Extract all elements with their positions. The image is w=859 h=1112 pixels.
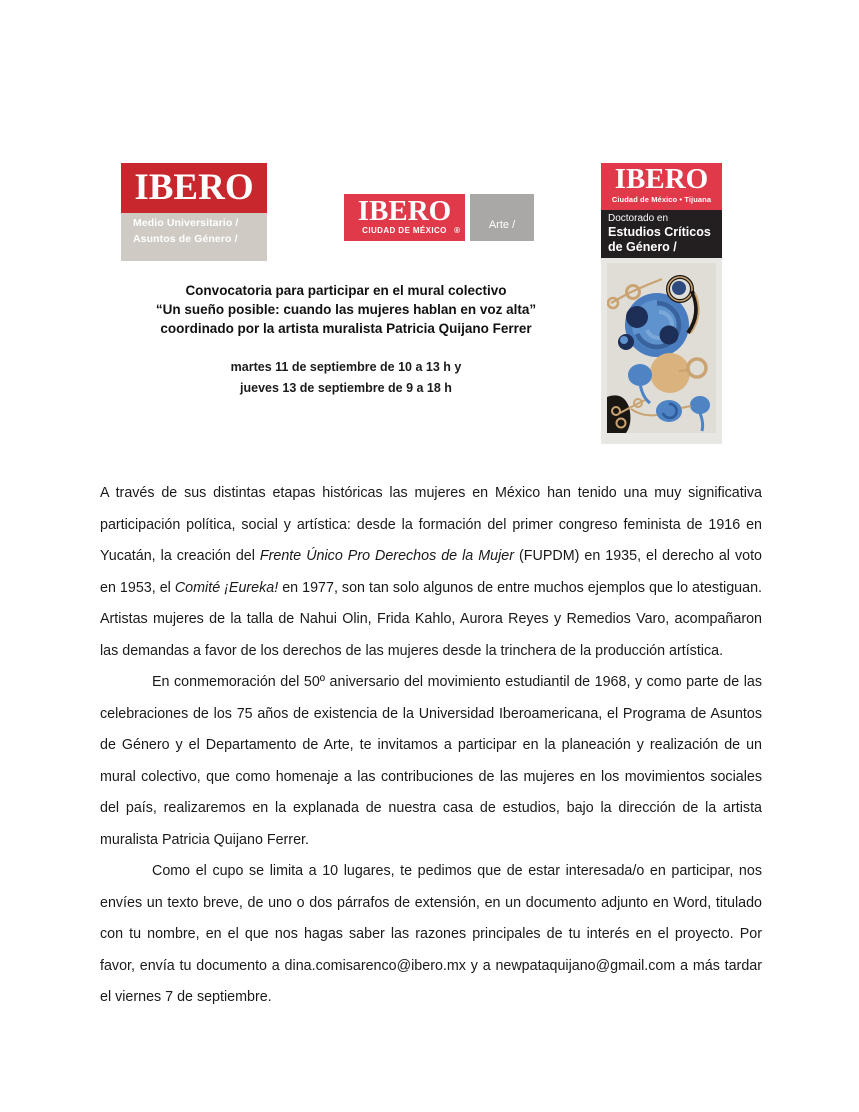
logo-brand-text: IBERO — [614, 163, 709, 195]
artwork-svg — [607, 263, 716, 433]
logo-doctorado-estudios-criticos-genero — [601, 163, 722, 444]
page-title-line2: “Un sueño posible: cuando las mujeres hablan en voz alta” — [155, 302, 537, 317]
logo-brand-text: IBERO — [134, 167, 254, 208]
paragraph-3: Como el cupo se limita a 10 lugares, te pedimos que de estar interesada/o en participar, nos envíes un texto breve, de uno o dos párrafos de extensión, en un documento adjunto en Word, titulado con tu nombre, en el que nos hagas saber las razones principales de tu interés en el proyecto. Por favor, envía tu documento a dina.comisarenco@ibero.mx y a newpataquijano@gmail.com a más tardar el viernes 7 de septiembre. — [100, 863, 762, 1005]
logo-ibero-cdmx — [344, 194, 465, 241]
logo-subtitle: CIUDAD DE MÉXICO — [362, 226, 447, 235]
artwork-thumbnail — [607, 263, 716, 433]
logo-program-name — [608, 225, 720, 254]
event-date-line1: martes 11 de septiembre de 10 a 13 h y — [230, 360, 462, 374]
paragraph-1-part-b: (FUPDM) en 1935, el derecho al voto en 1953, el — [100, 548, 763, 596]
logo-program-prefix: Doctorado en — [608, 213, 669, 224]
event-date-line2: jueves 13 de septiembre de 9 a 18 h — [240, 381, 452, 395]
paragraph-1-part-c: en 1977, son tan solo algunos de entre muchos ejemplos que lo atestiguan. Artistas mujeres de la talla de Nahui Olin, Frida Kahlo, Aurora Reyes y Remedios Varo, acompañaron las demandas a favor de los derechos de las mujeres desde la trinchera de la producción artística. — [100, 579, 762, 659]
logo-subtitle — [133, 215, 267, 247]
paragraph-1-part-a: A través de sus distintas etapas históricas las mujeres en México han tenido una muy significativa participación política, social y artística: desde la formación del primer congreso feminista de 1916 en Yucatán, la creación del — [100, 485, 762, 564]
page-title-line1: Convocatoria para participar en el mural colectivo — [185, 283, 507, 298]
logo-ibero-cdmx-arte — [344, 194, 534, 241]
paragraph-2: En conmemoración del 50º aniversario del movimiento estudiantil de 1968, y como parte de las celebraciones de los 75 años de existencia de la Universidad Iberoamericana, el Programa de Asuntos de Género y el Departamento de Arte, te invitamos a participar en la planeación y realización de un mural colectivo, que como homenaje a las contribuciones de las mujeres en los movimientos sociales del país, realizaremos en la explanada de nuestra casa de estudios, bajo la dirección de la artista muralista Patricia Quijano Ferrer. — [100, 674, 762, 848]
logo-program-name-line2: de Género / — [608, 239, 677, 254]
event-dates — [96, 357, 596, 399]
body-content — [100, 478, 762, 1014]
logo-brand-text: IBERO — [357, 195, 452, 227]
page-title — [96, 281, 596, 338]
logo-subtitle: Ciudad de México • Tijuana — [611, 195, 712, 204]
logo-program-name-line1: Estudios Críticos — [608, 225, 711, 239]
paragraph-1-italic-fupdm: Frente Único Pro Derechos de la Mujer — [259, 548, 515, 564]
paragraph-1 — [100, 478, 762, 667]
page-title-line3: coordinado por la artista muralista Patricia Quijano Ferrer — [160, 321, 532, 336]
registered-trademark-icon: ® — [454, 226, 460, 235]
logo-arte-block — [470, 194, 534, 241]
logo-ibero-medio-universitario — [121, 163, 267, 261]
logo-subtitle-line1: Medio Universitario / — [133, 217, 239, 229]
logo-arte-label: Arte / — [488, 219, 516, 231]
logo-subtitle-line2: Asuntos de Género / — [133, 233, 238, 245]
paragraph-1-italic-eureka: Comité ¡Eureka! — [174, 579, 279, 596]
